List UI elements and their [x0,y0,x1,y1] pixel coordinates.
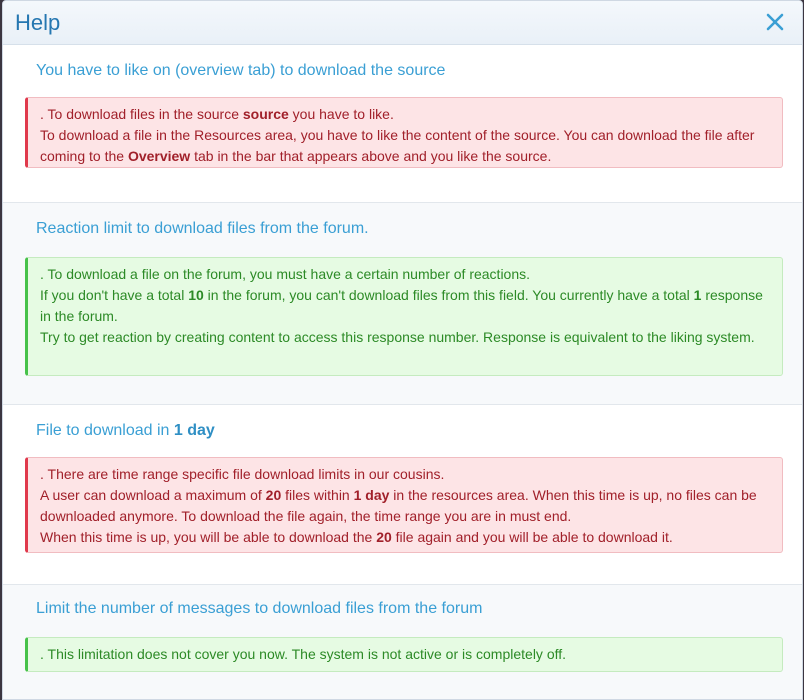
section-title: File to download in 1 day [36,422,215,439]
close-button[interactable] [764,11,786,33]
alert-line: Try to get reaction by creating content to access this response number. Response is equivalent to the liking system. [40,329,755,345]
section-time-limit [3,405,802,585]
help-dialog [2,0,803,700]
alert-line: . To download files in the source source you have to like. [40,106,394,122]
alert-line: If you don't have a total 10 in the forum, you can't download files from this field. You currently have a total 1 response in the forum. [40,287,763,324]
alert-line: When this time is up, you will be able to download the 20 file again and you will be able to download it. [40,529,673,545]
alert-box-green [25,257,783,376]
alert-box-green [25,637,783,672]
alert-line: To download a file in the Resources area, you have to like the content of the source. You can download the file after coming to the Overview tab in the bar that appears above and you like the source. [40,127,755,164]
section-reaction-limit [3,203,802,405]
alert-line: . There are time range specific file download limits in our cousins. [40,466,445,482]
alert-line: . To download a file on the forum, you must have a certain number of reactions. [40,266,531,282]
dialog-header [3,1,802,45]
dialog-title: Help [15,10,61,35]
section-title: Limit the number of messages to download files from the forum [36,600,483,617]
alert-box-red [25,457,783,553]
section-message-limit [3,585,802,700]
section-title: Reaction limit to download files from the forum. [36,220,369,237]
section-title: You have to like on (overview tab) to download the source [36,62,446,79]
alert-line: A user can download a maximum of 20 files within 1 day in the resources area. When this time is up, no files can be downloaded anymore. To download the file again, the time range you are in must end. [40,487,757,524]
alert-line: . This limitation does not cover you now. The system is not active or is completely off. [40,646,567,662]
close-icon [764,11,786,33]
alert-box-red [25,97,783,168]
section-like-requirement [3,45,802,203]
